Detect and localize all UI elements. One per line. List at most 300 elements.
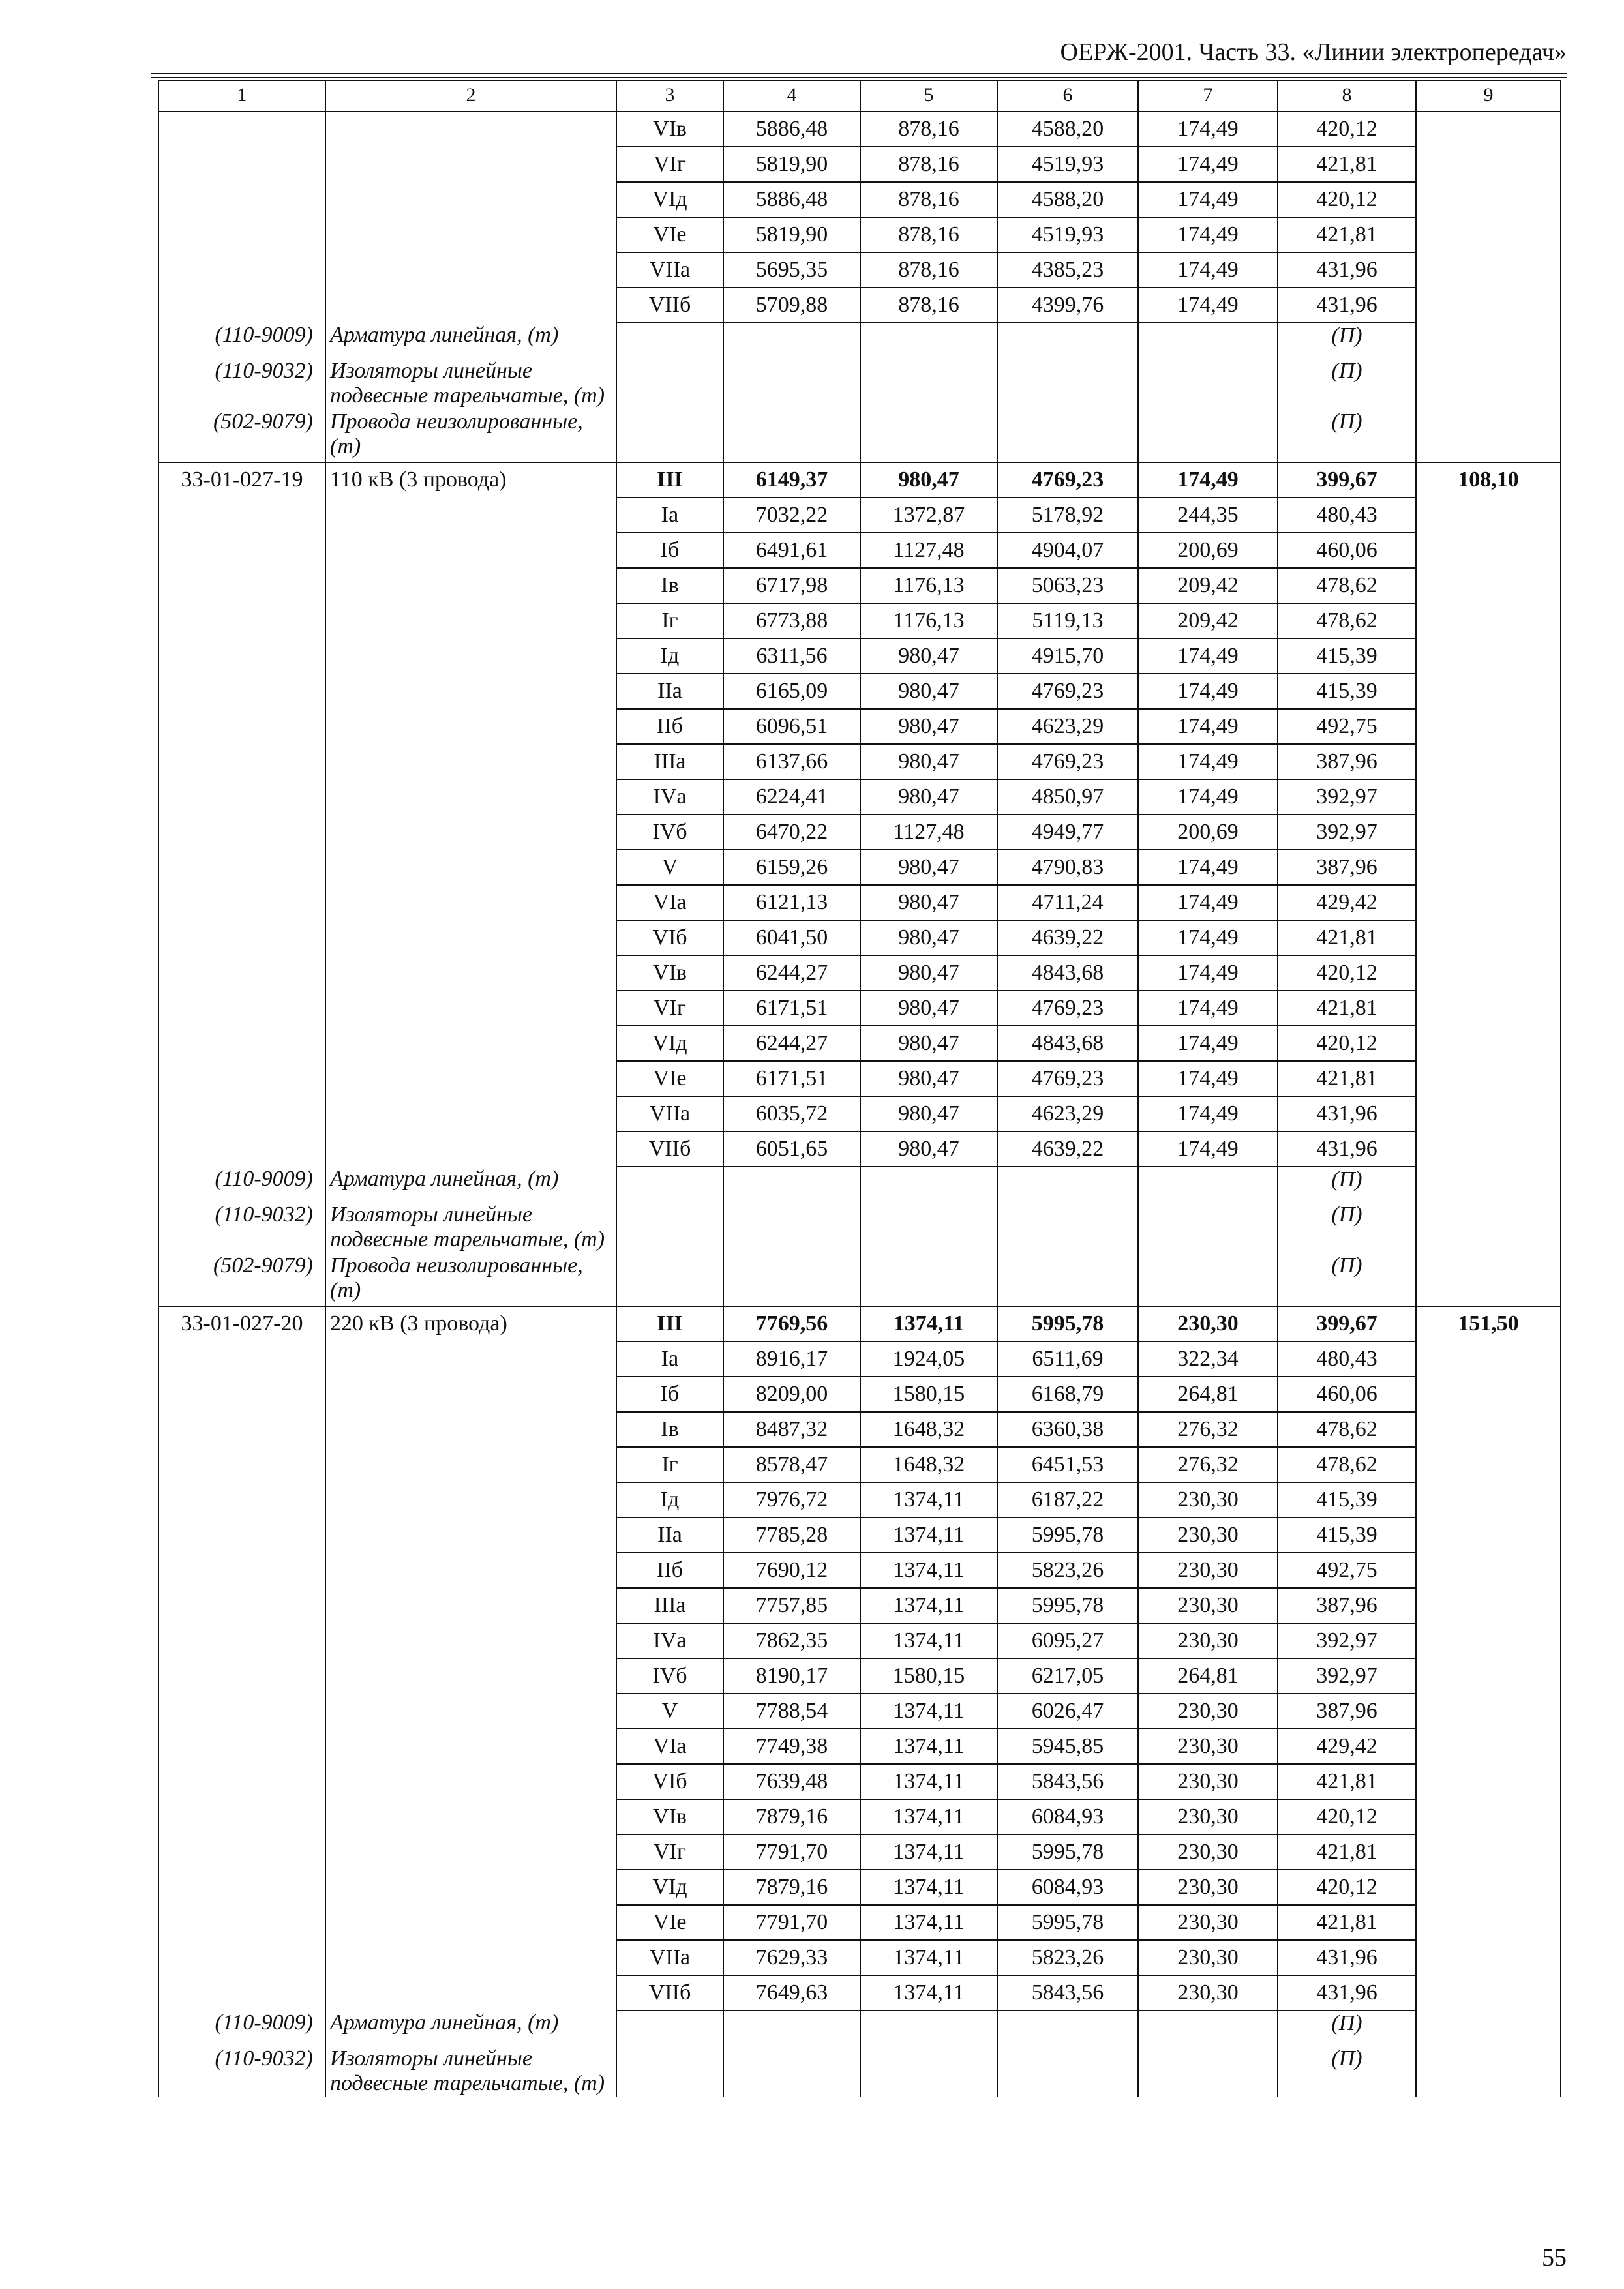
cell-c1: [158, 674, 325, 709]
table-row: [158, 991, 1561, 1026]
cell-c4: 5709,88: [723, 288, 860, 323]
cell-c5: 980,47: [860, 920, 997, 955]
cell-c9: [1416, 1553, 1561, 1588]
cell-c8: (П): [1278, 323, 1416, 359]
cell-c4: 6035,72: [723, 1096, 860, 1131]
cell-c2: Арматура линейная, (т): [325, 2011, 616, 2046]
cell-c1: [158, 1447, 325, 1482]
cell-c3: VIе: [616, 1905, 723, 1940]
cell-c9: [1416, 359, 1561, 410]
cell-c4: 6717,98: [723, 568, 860, 603]
cell-c7: 174,49: [1138, 217, 1278, 252]
cell-c3: [616, 2011, 723, 2046]
cell-c8: 421,81: [1278, 1834, 1416, 1870]
cell-c8: 478,62: [1278, 568, 1416, 603]
table-row: [158, 1729, 1561, 1764]
cell-c6: 4843,68: [997, 955, 1138, 991]
cell-c6: 6026,47: [997, 1694, 1138, 1729]
cell-c9: [1416, 1940, 1561, 1975]
cell-c2: [325, 288, 616, 323]
cell-c2: [325, 920, 616, 955]
cell-c1: [158, 1940, 325, 1975]
table-row: [158, 1940, 1561, 1975]
cell-c8: (П): [1278, 410, 1416, 462]
cell-c6: 4769,23: [997, 462, 1138, 498]
cell-c9: [1416, 568, 1561, 603]
cell-c9: [1416, 323, 1561, 359]
material-row: [158, 2046, 1561, 2097]
cell-c5: 1176,13: [860, 568, 997, 603]
cell-c1: (110-9009): [158, 323, 325, 359]
cell-c9: [1416, 1253, 1561, 1306]
cell-c2: Арматура линейная, (т): [325, 1167, 616, 1203]
cell-c6: 4623,29: [997, 709, 1138, 744]
cell-c2: [325, 850, 616, 885]
cell-c9: [1416, 1623, 1561, 1658]
material-row: [158, 1167, 1561, 1203]
cell-c9: [1416, 1131, 1561, 1167]
cell-c6: 5823,26: [997, 1553, 1138, 1588]
cell-c2: [325, 112, 616, 147]
cell-c8: 420,12: [1278, 1870, 1416, 1905]
table-row: [158, 885, 1561, 920]
cell-c2: [325, 1447, 616, 1482]
cell-c5: 878,16: [860, 112, 997, 147]
cell-c1: [158, 1764, 325, 1799]
cell-c5: 1648,32: [860, 1447, 997, 1482]
cell-c1: [158, 638, 325, 674]
cell-c9: [1416, 252, 1561, 288]
cell-c2: [325, 1061, 616, 1096]
cell-c3: Iа: [616, 498, 723, 533]
cell-c4: 7879,16: [723, 1870, 860, 1905]
cell-c8: 421,81: [1278, 920, 1416, 955]
cell-c4: 6165,09: [723, 674, 860, 709]
cell-c8: 415,39: [1278, 1518, 1416, 1553]
cell-c2: [325, 709, 616, 744]
cell-c7: 174,49: [1138, 744, 1278, 779]
material-row: [158, 323, 1561, 359]
cell-c4: 8578,47: [723, 1447, 860, 1482]
cell-c4: 5819,90: [723, 217, 860, 252]
cell-c6: 4769,23: [997, 744, 1138, 779]
table-row: [158, 1870, 1561, 1905]
cell-c6: 4769,23: [997, 674, 1138, 709]
cell-c6: 4385,23: [997, 252, 1138, 288]
cell-c4: 8487,32: [723, 1412, 860, 1447]
cell-c5: 878,16: [860, 217, 997, 252]
cell-c8: (П): [1278, 1253, 1416, 1306]
table-row: [158, 1588, 1561, 1623]
cell-c8: 392,97: [1278, 1623, 1416, 1658]
cell-c6: 6084,93: [997, 1799, 1138, 1834]
cell-c9: [1416, 410, 1561, 462]
material-row: [158, 1203, 1561, 1253]
table-row: [158, 1482, 1561, 1518]
cell-c4: [723, 1167, 860, 1203]
cell-c8: 387,96: [1278, 1694, 1416, 1729]
cell-c4: 5695,35: [723, 252, 860, 288]
cell-c7: 230,30: [1138, 1905, 1278, 1940]
cell-c6: 5178,92: [997, 498, 1138, 533]
cell-c6: 5945,85: [997, 1729, 1138, 1764]
cell-c5: 1648,32: [860, 1412, 997, 1447]
cell-c7: 174,49: [1138, 462, 1278, 498]
cell-c6: 6451,53: [997, 1447, 1138, 1482]
cell-c7: 264,81: [1138, 1658, 1278, 1694]
cell-c3: VIд: [616, 1870, 723, 1905]
cell-c2: [325, 955, 616, 991]
cell-c2: [325, 533, 616, 568]
cell-c9: [1416, 533, 1561, 568]
cell-c3: III: [616, 462, 723, 498]
cell-c2: [325, 1377, 616, 1412]
cell-c8: 399,67: [1278, 462, 1416, 498]
cell-c1: [158, 288, 325, 323]
table-body: [158, 112, 1561, 2097]
cell-c5: 1374,11: [860, 1799, 997, 1834]
cell-c9: [1416, 1482, 1561, 1518]
cell-c8: (П): [1278, 1203, 1416, 1253]
cell-c7: [1138, 1167, 1278, 1203]
cell-c4: 8190,17: [723, 1658, 860, 1694]
cell-c2: [325, 779, 616, 815]
cell-c4: 6773,88: [723, 603, 860, 638]
column-number-row: [158, 80, 1561, 112]
cell-c8: 415,39: [1278, 1482, 1416, 1518]
column-header: 6: [997, 80, 1138, 112]
cell-c8: 478,62: [1278, 1412, 1416, 1447]
cell-c1: [158, 709, 325, 744]
cell-c2: [325, 744, 616, 779]
cell-c3: IIа: [616, 674, 723, 709]
table-row: [158, 1694, 1561, 1729]
cell-c7: 200,69: [1138, 533, 1278, 568]
cell-c3: [616, 359, 723, 410]
cell-c2: [325, 1482, 616, 1518]
table-row: [158, 603, 1561, 638]
cell-c2: [325, 674, 616, 709]
cell-c4: [723, 1203, 860, 1253]
cell-c3: Iв: [616, 568, 723, 603]
cell-c3: VIв: [616, 112, 723, 147]
cell-c5: 1374,11: [860, 1694, 997, 1729]
cell-c9: [1416, 288, 1561, 323]
cell-c5: [860, 1167, 997, 1203]
cell-c4: 7862,35: [723, 1623, 860, 1658]
cell-c6: 4519,93: [997, 217, 1138, 252]
cell-c8: 415,39: [1278, 638, 1416, 674]
cell-c8: (П): [1278, 1167, 1416, 1203]
cell-c6: [997, 323, 1138, 359]
cell-c9: [1416, 815, 1561, 850]
cell-c9: [1416, 1377, 1561, 1412]
cell-c1: [158, 1799, 325, 1834]
cell-c1: [158, 1412, 325, 1447]
table-row: [158, 1764, 1561, 1799]
cell-c9: [1416, 1975, 1561, 2011]
cell-c5: 980,47: [860, 991, 997, 1026]
cell-c2: [325, 1412, 616, 1447]
cell-c5: [860, 1253, 997, 1306]
cell-c1: [158, 1834, 325, 1870]
cell-c5: 980,47: [860, 1026, 997, 1061]
cell-c7: 174,49: [1138, 1131, 1278, 1167]
cell-c5: 980,47: [860, 1131, 997, 1167]
cell-c3: IVб: [616, 815, 723, 850]
table-row: [158, 217, 1561, 252]
cell-c1: [158, 1131, 325, 1167]
table-row: [158, 1096, 1561, 1131]
cell-c9: [1416, 1203, 1561, 1253]
table-row: [158, 744, 1561, 779]
cell-c9: [1416, 955, 1561, 991]
cell-c6: 5843,56: [997, 1975, 1138, 2011]
table-row: [158, 779, 1561, 815]
cell-c3: VIг: [616, 147, 723, 182]
cell-c5: 1127,48: [860, 815, 997, 850]
cell-c1: [158, 955, 325, 991]
cell-c4: 6244,27: [723, 955, 860, 991]
cell-c8: (П): [1278, 2046, 1416, 2097]
material-row: [158, 410, 1561, 462]
cell-c5: [860, 359, 997, 410]
cell-c2: [325, 638, 616, 674]
cell-c3: Iд: [616, 638, 723, 674]
cell-c8: 431,96: [1278, 1940, 1416, 1975]
cell-c7: 174,49: [1138, 638, 1278, 674]
cell-c6: 4588,20: [997, 182, 1138, 217]
cell-c7: 230,30: [1138, 1623, 1278, 1658]
cell-c6: 5843,56: [997, 1764, 1138, 1799]
cell-c7: 174,49: [1138, 885, 1278, 920]
cell-c4: 7032,22: [723, 498, 860, 533]
cell-c5: 980,47: [860, 638, 997, 674]
cell-c2: [325, 1834, 616, 1870]
cell-c9: [1416, 2046, 1561, 2097]
cell-c4: 8916,17: [723, 1341, 860, 1377]
table-row: [158, 1412, 1561, 1447]
cell-c4: 7629,33: [723, 1940, 860, 1975]
cell-c1: [158, 1518, 325, 1553]
cell-c5: [860, 1203, 997, 1253]
cell-c3: VIIа: [616, 1096, 723, 1131]
cell-c5: 1374,11: [860, 1905, 997, 1940]
cell-c1: [158, 885, 325, 920]
cell-c6: 4639,22: [997, 920, 1138, 955]
cell-c4: 7649,63: [723, 1975, 860, 2011]
table-row: [158, 709, 1561, 744]
cell-c9: [1416, 1729, 1561, 1764]
cell-c6: 5063,23: [997, 568, 1138, 603]
cell-c8: 429,42: [1278, 885, 1416, 920]
cell-c7: 174,49: [1138, 1096, 1278, 1131]
cell-c4: 6096,51: [723, 709, 860, 744]
cell-c8: 392,97: [1278, 1658, 1416, 1694]
cell-c2: [325, 1588, 616, 1623]
cell-c4: 5886,48: [723, 112, 860, 147]
cell-c1: [158, 533, 325, 568]
cell-c7: 230,30: [1138, 1694, 1278, 1729]
cell-c8: 478,62: [1278, 1447, 1416, 1482]
cell-c1: [158, 182, 325, 217]
cell-c6: [997, 1203, 1138, 1253]
cell-c7: 322,34: [1138, 1341, 1278, 1377]
cell-c8: 480,43: [1278, 498, 1416, 533]
cell-c3: VIв: [616, 1799, 723, 1834]
cell-c6: 5995,78: [997, 1834, 1138, 1870]
cell-c5: 1372,87: [860, 498, 997, 533]
cell-c3: [616, 410, 723, 462]
cell-c3: [616, 323, 723, 359]
cell-c1: [158, 603, 325, 638]
cell-c3: Iб: [616, 533, 723, 568]
cell-c5: [860, 2011, 997, 2046]
column-header: 8: [1278, 80, 1416, 112]
cell-c8: 421,81: [1278, 1061, 1416, 1096]
cell-c7: 230,30: [1138, 1834, 1278, 1870]
cell-c2: Провода неизолированные, (т): [325, 410, 616, 462]
cell-c2: [325, 498, 616, 533]
cell-c7: [1138, 2046, 1278, 2097]
cell-c9: [1416, 112, 1561, 147]
cell-c4: 6171,51: [723, 1061, 860, 1096]
cell-c2: [325, 1799, 616, 1834]
cell-c2: [325, 1975, 616, 2011]
cell-c6: 5995,78: [997, 1306, 1138, 1341]
cell-c8: 429,42: [1278, 1729, 1416, 1764]
cell-c7: 230,30: [1138, 1482, 1278, 1518]
cell-c9: [1416, 850, 1561, 885]
cell-c8: 431,96: [1278, 1096, 1416, 1131]
page-number: 55: [1542, 2244, 1567, 2271]
cell-c6: [997, 359, 1138, 410]
cell-c5: 878,16: [860, 147, 997, 182]
column-header: 7: [1138, 80, 1278, 112]
cell-c9: [1416, 1905, 1561, 1940]
cell-c4: 7791,70: [723, 1834, 860, 1870]
cell-c1: [158, 1694, 325, 1729]
cell-c4: 7690,12: [723, 1553, 860, 1588]
cell-c3: VIб: [616, 920, 723, 955]
cell-c5: 1374,11: [860, 1975, 997, 2011]
cell-c2: [325, 1940, 616, 1975]
cell-c2: Арматура линейная, (т): [325, 323, 616, 359]
cell-c7: 209,42: [1138, 568, 1278, 603]
cell-c2: [325, 182, 616, 217]
cell-c5: 1374,11: [860, 1764, 997, 1799]
cell-c8: 431,96: [1278, 1975, 1416, 2011]
cell-c4: 6051,65: [723, 1131, 860, 1167]
cell-c4: 6491,61: [723, 533, 860, 568]
cell-c3: VIг: [616, 1834, 723, 1870]
cell-c6: 6217,05: [997, 1658, 1138, 1694]
cell-c5: 980,47: [860, 744, 997, 779]
table-row: [158, 533, 1561, 568]
cell-c3: Iг: [616, 603, 723, 638]
cell-c6: 5995,78: [997, 1905, 1138, 1940]
cell-c8: 387,96: [1278, 1588, 1416, 1623]
cell-c4: 6137,66: [723, 744, 860, 779]
cell-c7: 230,30: [1138, 1553, 1278, 1588]
cell-c7: [1138, 2011, 1278, 2046]
cell-c9: [1416, 1870, 1561, 1905]
cell-c2: [325, 885, 616, 920]
cell-c6: 6511,69: [997, 1341, 1138, 1377]
cell-c5: 1374,11: [860, 1834, 997, 1870]
cell-c2: [325, 1658, 616, 1694]
cell-c7: 174,49: [1138, 112, 1278, 147]
cell-c8: 387,96: [1278, 744, 1416, 779]
material-row: [158, 1253, 1561, 1306]
cell-c1: [158, 1870, 325, 1905]
cell-c3: [616, 2046, 723, 2097]
cell-c4: 6171,51: [723, 991, 860, 1026]
cell-c5: 980,47: [860, 885, 997, 920]
cell-c4: 8209,00: [723, 1377, 860, 1412]
cell-c3: IVа: [616, 1623, 723, 1658]
cell-c1: [158, 112, 325, 147]
header-rule-secondary: [151, 77, 1567, 78]
cell-c5: 1374,11: [860, 1588, 997, 1623]
cell-c2: [325, 1026, 616, 1061]
cell-c1: [158, 1482, 325, 1518]
cell-c8: 492,75: [1278, 1553, 1416, 1588]
cell-c4: 7769,56: [723, 1306, 860, 1341]
cell-c2: [325, 568, 616, 603]
cell-c1: (110-9032): [158, 1203, 325, 1253]
rates-table: [158, 80, 1561, 2097]
cell-c8: 431,96: [1278, 1131, 1416, 1167]
cell-c4: 7757,85: [723, 1588, 860, 1623]
cell-c9: [1416, 182, 1561, 217]
cell-c5: [860, 323, 997, 359]
cell-c1: [158, 498, 325, 533]
table-row: [158, 1131, 1561, 1167]
cell-c9: [1416, 1834, 1561, 1870]
cell-c6: [997, 2046, 1138, 2097]
cell-c4: 7639,48: [723, 1764, 860, 1799]
cell-c4: [723, 1253, 860, 1306]
cell-c9: [1416, 885, 1561, 920]
cell-c9: [1416, 1167, 1561, 1203]
cell-c6: 4790,83: [997, 850, 1138, 885]
cell-c6: 4843,68: [997, 1026, 1138, 1061]
cell-c5: 980,47: [860, 1061, 997, 1096]
cell-c1: 33-01-027-20: [158, 1306, 325, 1341]
cell-c4: 6311,56: [723, 638, 860, 674]
cell-c6: 6360,38: [997, 1412, 1138, 1447]
cell-c9: [1416, 1694, 1561, 1729]
cell-c7: 264,81: [1138, 1377, 1278, 1412]
column-header: 3: [616, 80, 723, 112]
cell-c6: 6084,93: [997, 1870, 1138, 1905]
cell-c3: IIа: [616, 1518, 723, 1553]
cell-c3: Iб: [616, 1377, 723, 1412]
cell-c5: 1374,11: [860, 1940, 997, 1975]
cell-c7: 174,49: [1138, 252, 1278, 288]
cell-c8: 460,06: [1278, 533, 1416, 568]
cell-c8: 421,81: [1278, 1764, 1416, 1799]
cell-c7: 230,30: [1138, 1518, 1278, 1553]
cell-c7: 230,30: [1138, 1729, 1278, 1764]
table-row: [158, 1447, 1561, 1482]
cell-c5: 1374,11: [860, 1623, 997, 1658]
cell-c9: 108,10: [1416, 462, 1561, 498]
cell-c2: [325, 1905, 616, 1940]
cell-c6: 4769,23: [997, 1061, 1138, 1096]
cell-c2: [325, 252, 616, 288]
